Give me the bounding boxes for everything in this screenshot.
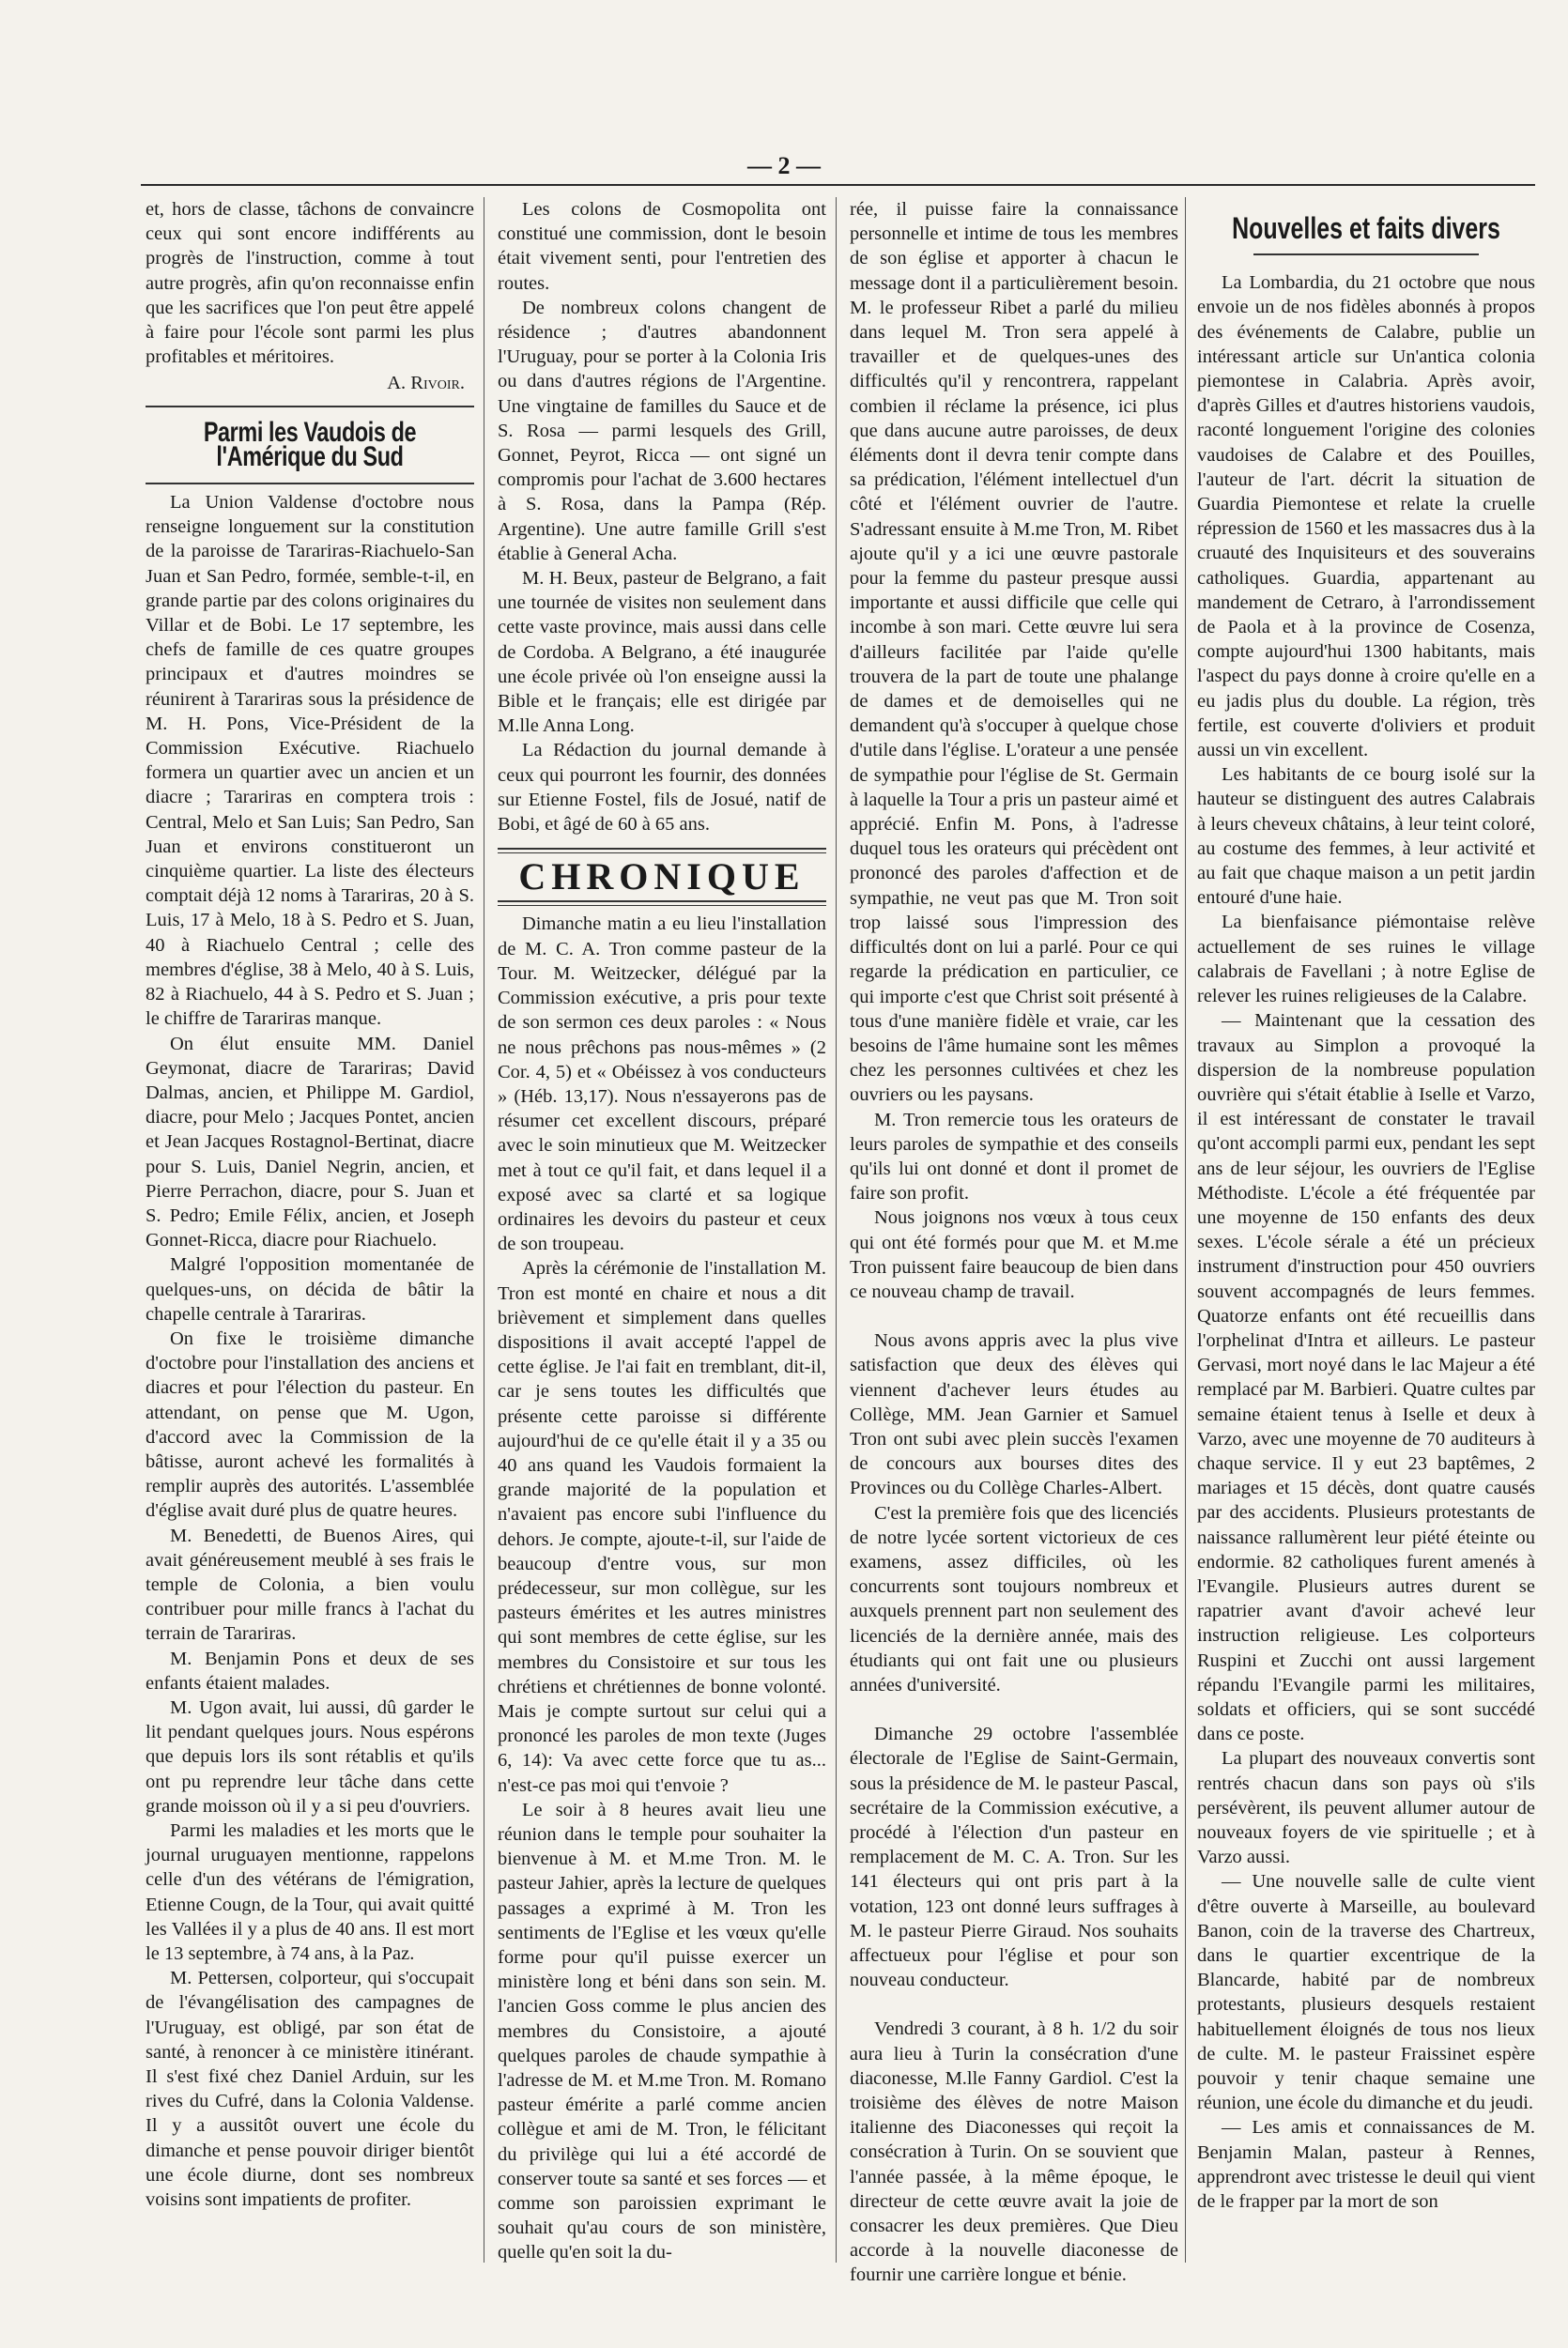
paragraph: La bienfaisance piémontaise relève actuellement de ses ruines le village calabrais de Favellani ; à notre Eglise de relever les ruines religieuses de la Calabre. <box>1197 912 1535 1007</box>
section-rule <box>498 848 826 853</box>
article-continuation: et, hors de classe, tâchons de convaincre ceux qui sont encore indifférents au progrès de l'instruction, comme à tout autre progrès, afin qu'on reconnaisse enfin que les sacrifices que l'on peut être appelé à faire pour l'école sont parmi les plus profitables et méritoires. <box>146 199 474 368</box>
column-divider <box>1185 197 1186 2263</box>
column-4 <box>1197 197 1535 2253</box>
paragraph: Vendredi 3 courant, à 8 h. 1/2 du soir aura lieu à Turin la consécration d'une diaconesse, M.lle Fanny Gardiol. C'est la troisième des élèves de notre Maison italienne des Diaconesses qui reçoit la consécration à Turin. On se souvient que l'année passée, à la même époque, le directeur de cette œuvre avait la joie de consacrer les deux premières. Que Dieu accorde à la nouvelle diaconesse de fournir une carrière longue et bénie. <box>850 2018 1178 2286</box>
paragraph: De nombreux colons changent de résidence ; d'autres abandonnent l'Uruguay, pour se porter à la Colonia Iris ou dans d'autres régions de l'Argentine. Une vingtaine de familles du Sauce et de S. Rosa — parmi lesquels des Grill, Gonnet, Peyrot, Ricca — ont signé un compromis pour l'achat de 3.600 hectares à S. Rosa, dans la Pampa (Rép. Argentine). Une autre famille Grill s'est établie à General Acha. <box>498 297 826 564</box>
column-1 <box>146 197 474 2253</box>
column-2 <box>498 197 826 2264</box>
paragraph: Le soir à 8 heures avait lieu une réunion dans le temple pour souhaiter la bienvenue à M. et M.me Tron. M. le pasteur Jahier, après la lecture de quelques passages a exprimé à M. Tron les sentiments de l'Eglise et les vœux qu'elle forme pour qu'il puisse exercer un ministère long et béni dans son sein. M. l'ancien Goss comme le plus ancien des membres du Consistoire, a ajouté quelques paroles de chaude sympathie à l'adresse de M. et M.me Tron. M. Romano pasteur émérite a parlé comme ancien collègue et ami de M. Tron, le félicitant du privilège qui lui a été accordé de conserver toute sa santé et ses forces — et comme son paroissien exprimant le souhait qu'au cours de son ministère, quelle qu'en soit la du- <box>498 1799 826 2264</box>
page-number: — 2 — <box>747 152 821 179</box>
paragraph: — Une nouvelle salle de culte vient d'être ouverte à Marseille, au boulevard Banon, coin de la traverse des Chartreux, dans le quartier excentrique de la Blancarde, habité par de nombreux protestants, plusieurs desquels restaient habituellement éloignés de tous nos lieux de culte. M. le pasteur Fraissinet espère pouvoir y tenir chaque semaine une réunion, une école du dimanche et du jeudi. <box>1197 1871 1535 2114</box>
column-3 <box>850 197 1178 2286</box>
paragraph: Parmi les maladies et les morts que le journal uruguayen mentionne, rappelons celle d'un des vétérans de l'émigration, Etienne Cougn, de la Tour, qui avait quitté les Vallées il y a plus de 40 ans. Il est mort le 13 septembre, à 74 ans, à la Paz. <box>146 1820 474 1965</box>
paragraph: rée, il puisse faire la connaissance personnelle et intime de tous les membres de son église et apporter à chacun le message dont il a particulièrement besoin. M. le professeur Ribet a parlé du milieu dans lequel M. Tron sera appelé à travailler et de quelques-unes des difficultés qu'il y rencontrera, rappelant combien il réclame la présence, ici plus que dans aucune autre paroisses, de deux éléments dont il devra tenir compte dans sa prédication, l'élément intellectuel d'un côté et l'élément ouvrier de l'autre. S'adressant ensuite à M.me Tron, M. Ribet ajoute qu'il y a ici une œuvre pastorale pour la femme du pasteur presque aussi importante et aussi difficile que celle qui incombe à son mari. Cette œuvre lui sera d'ailleurs facilitée par l'aide qu'elle trouvera de la part de toute une phalange de dames et de demoiselles qui ne demandent qu'à s'occuper à quelque chose d'utile dans l'église. L'orateur a une pensée de sympathie pour l'église de St. Germain à laquelle la Tour a pris un pasteur aimé et apprécié. Enfin M. Pons, à l'adresse duquel tous les orateurs qui précèdent ont prononcé des paroles d'affection et de sympathie, ne veut pas que M. Tron soit trop laissé sous l'impression des difficultés dont on lui a parlé. Pour ce qui regarde la prédication en particulier, ce qui importe c'est que Christ soit présenté à tous d'une manière fidèle et vraie, car les besoins de l'âme humaine sont les mêmes chez les personnes cultivées et chez les ouvriers ou les paysans. <box>850 199 1178 1106</box>
column-divider <box>836 197 837 2263</box>
paragraph: — Maintenant que la cessation des travaux au Simplon a provoqué la dispersion de la nombreuse population ouvrière qui s'était établie à Iselle et Varzo, il est intéressant de constater le travail qu'ont accompli parmi eux, pendant les sept ans de leur séjour, les ouvriers de l'Eglise Méthodiste. L'école a été fréquentée par une moyenne de 150 enfants des deux sexes. L'école sérale a été un précieux instrument d'instruction pour 450 ouvriers souvent accompagnés de leurs femmes. Quatorze enfants ont été recueillis dans l'orphelinat d'Intra et ailleurs. Le pasteur Gervasi, mort noyé dans le lac Majeur a été remplacé par M. Barbieri. Quatre cultes par semaine étaient tenus à Iselle et deux à Varzo, avec une moyenne de 70 auditeurs à chaque service. Il y eut 23 baptêmes, 2 mariages et 15 décès, dont quatre causés par des accidents. Plusieurs protestants de naissance rallumèrent leur piété éteinte ou endormie. 82 catholiques furent amenés à l'Evangile. Plusieurs autres durent se rapatrier avant d'avoir achevé leur instruction religieuse. Les colporteurs Ruspini et Zucchi ont aussi largement répandu l'Evangile parmi les militaires, soldats et officiers, qui se sont succédé dans ce poste. <box>1197 1010 1535 1745</box>
paragraph: Nous avons appris avec la plus vive satisfaction que deux des élèves qui viennent d'achever leurs études au Collège, MM. Jean Garnier et Samuel Tron ont subi avec plein succès l'examen de concours aux bourses dites des Provinces ou du Collège Charles-Albert. <box>850 1330 1178 1499</box>
section-rule <box>1253 253 1479 255</box>
article-signature: A. Rivoir. <box>387 373 465 394</box>
paragraph: Les colons de Cosmopolita ont constitué une commission, dont le besoin était vivement senti, pour l'entretien des routes. <box>498 199 826 294</box>
section-rule <box>146 406 474 407</box>
header-rule <box>141 184 1535 186</box>
section-title-vaudois: Parmi les Vaudois de l'Amérique du Sud <box>203 416 417 472</box>
paragraph: M. H. Beux, pasteur de Belgrano, a fait une tournée de visites non seulement dans cette vaste province, mais aussi dans celle de Cordoba. A Belgrano, a été inaugurée une école privée où l'on enseigne aussi la Bible et le français; elle est dirigée par M.lle Anna Long. <box>498 568 826 737</box>
paragraph: La plupart des nouveaux convertis sont rentrés chacun dans son pays où s'ils persévèrent, ils peuvent allumer autour de nouveaux foyers de vie spirituelle ; et à Varzo aussi. <box>1197 1748 1535 1868</box>
paragraph: M. Benjamin Pons et deux de ses enfants étaient malades. <box>146 1648 474 1694</box>
paragraph: La Rédaction du journal demande à ceux qui pourront les fournir, des données sur Etienne Fostel, fils de Josué, natif de Bobi, et âgé de 60 à 65 ans. <box>498 740 826 836</box>
paragraph: M. Ugon avait, lui aussi, dû garder le lit pendant quelques jours. Nous espérons que depuis lors ils sont rétablis et qu'ils ont pu reprendre leur tâche dans cette grande moisson où il y a si peu d'ouvriers. <box>146 1696 474 1817</box>
paragraph: Dimanche 29 octobre l'assemblée électorale de l'Eglise de Saint-Germain, sous la présidence de M. le pasteur Pascal, secrétaire de la Commission exécutive, a procédé à l'élection d'un pasteur en remplacement de M. C. A. Tron. Sur les 141 électeurs qui ont pris part à la votation, 123 ont donné leurs suffrages à M. le pasteur Pierre Giraud. Nos souhaits affectueux pour l'église et pour son nouveau conducteur. <box>850 1724 1178 1991</box>
paragraph: La Lombardia, du 21 octobre que nous envoie un de nos fidèles abonnés à propos des événements de Calabre, publie un intéressant article sur Un'antica colonia piemontese in Calabria. Après avoir, d'après Gilles et d'autres historiens vaudois, raconté longuement l'origine des colonies vaudoises de Calabre et des Pouilles, l'auteur de l'art. décrit la situation de Guardia Piemontese et relate la cruelle répression de 1560 et les massacres dus à la cruauté des Inquisiteurs et des souverains catholiques. Guardia, appartenant au mandement de Cetraro, à l'arrondissement de Paola et à la province de Cosenza, compte aujourd'hui 1300 habitants, mais l'aspect du pays donne à croire qu'elle en a eu jadis plus du double. La région, très fertile, est couverte d'oliviers et produit aussi un vin excellent. <box>1197 272 1535 761</box>
paragraph: C'est la première fois que des licenciés de notre lycée sortent victorieux de ces examens, assez difficiles, où les concurrents sont toujours nombreux et auxquels prennent part non seulement des licenciés de la dernière année, mais des étudiants qui ont fait une ou plusieurs années d'université. <box>850 1502 1178 1696</box>
paragraph: On fixe le troisième dimanche d'octobre pour l'installation des anciens et diacres et pour l'élection du pasteur. En attendant, on pense que M. Ugon, d'accord avec la Commission de la bâtisse, auront achevé les formalités à remplir auprès des autorités. L'assemblée d'église avait duré plus de quatre heures. <box>146 1327 474 1522</box>
paragraph: M. Pettersen, colporteur, qui s'occupait de l'évangélisation des campagnes de l'Uruguay, est obligé, par son état de santé, à renoncer à ce ministère itinérant. Il s'est fixé chez Daniel Arduin, sur les rives du Cufré, dans la Colonia Valdense. Il y a aussitôt ouvert une école du dimanche et pense pouvoir diriger bientôt une école diurne, dont ses nombreux voisins sont impatients de profiter. <box>146 1968 474 2211</box>
section-rule <box>498 900 826 906</box>
paragraph: M. Benedetti, de Buenos Aires, qui avait généreusement meublé à ses frais le temple de Colonia, a bien voulu contribuer pour mille francs à l'achat du terrain de Tarariras. <box>146 1525 474 1645</box>
paragraph: M. Tron remercie tous les orateurs de leurs paroles de sympathie et des conseils qu'ils lui ont donné et dont il promet de faire son profit. <box>850 1109 1178 1205</box>
paragraph: Les habitants de ce bourg isolé sur la hauteur se distinguent des autres Calabrais à leurs cheveux châtains, à leur teint coloré, au costume des femmes, à leur activité et au fait que chaque maison a un petit jardin entouré d'une haie. <box>1197 764 1535 909</box>
paragraph: Après la cérémonie de l'installation M. Tron est monté en chaire et nous a dit brièvement et simplement dans quelles dispositions il avait accepté l'appel de cette église. Je l'ai fait en tremblant, dit-il, car je sens toutes les difficultés que présente cette paroisse si différente aujourd'hui de ce qu'elle était il y a 35 ou 40 ans quand les Vaudois formaient la grande majorité de la population et n'avaient pas encore subi l'influence du dehors. Je compte, ajoute-t-il, sur l'aide de beaucoup d'entre vous, sur mon prédecesseur, sur mon collègue, sur les pasteurs émérites et les autres ministres qui sont membres de cette église, sur les membres du Consistoire et sur tous les chrétiens et chrétiennes de bonne volonté. Mais je compte surtout sur celui qui a prononcé les paroles de mon texte (Juges 6, 14): Va avec cette force que tu as... n'est-ce pas moi qui t'envoie ? <box>498 1258 826 1796</box>
paragraph: — Les amis et connaissances de M. Benjamin Malan, pasteur à Rennes, apprendront avec tristesse le deuil qui vient de le frapper par la mort de son <box>1197 2117 1535 2213</box>
paragraph: Dimanche matin a eu lieu l'installation de M. C. A. Tron comme pasteur de la Tour. M. Weitzecker, délégué par la Commission exécutive, a pris pour texte de son sermon ces deux paroles : « Nous ne nous prêchons pas nous-mêmes » (2 Cor. 4, 5) et « Obéissez à vos conducteurs » (Héb. 13,17). Nous n'essayerons pas de résumer cet excellent discours, préparé avec le soin minutieux que M. Weitzecker met à tout ce qu'il fait, et dans lequel il a exposé avec sa clarté et sa logique ordinaires les devoirs du pasteur et ceux de son troupeau. <box>498 913 826 1255</box>
section-title-chronique: CHRONIQUE <box>518 855 806 898</box>
section-title-nouvelles: Nouvelles et faits divers <box>1232 211 1500 245</box>
paragraph: On élut ensuite MM. Daniel Geymonat, diacre de Tarariras; David Dalmas, ancien, et Philippe M. Gardiol, diacre, pour Melo ; Jacques Pontet, ancien et Jean Jacques Rostagnol-Bertinat, diacre pour S. Luis, Daniel Negrin, ancien, et Pierre Perrachon, diacre, pour S. Juan et S. Pedro; Emile Félix, ancien, et Joseph Gonnet-Ricca, diacre pour Riachuelo. <box>146 1033 474 1251</box>
paragraph: Nous joignons nos vœux à tous ceux qui ont été formés pour que M. et M.me Tron puissent faire beaucoup de bien dans ce nouveau champ de travail. <box>850 1207 1178 1302</box>
paragraph: Malgré l'opposition momentanée de quelques-uns, on décida de bâtir la chapelle centrale à Tarariras. <box>146 1254 474 1325</box>
paragraph: La Union Valdense d'octobre nous renseigne longuement sur la constitution de la paroisse de Tarariras-Riachuelo-San Juan et San Pedro, formée, semble-t-il, en grande partie par des colons originaires du Villar et de Bobi. Le 17 septembre, les chefs de famille de ces quatre groupes principaux et d'autres moindres se réunirent à Tarariras sous la présidence de M. H. Pons, Vice-Président de la Commission Exécutive. Riachuelo formera un quartier avec un ancien et un diacre ; Tarariras en comptera trois : Central, Melo et San Luis; San Pedro, San Juan et environs constitueront un cinquième quartier. La liste des électeurs comptait déjà 12 noms à Tarariras, 20 à S. Luis, 17 à Melo, 18 à S. Pedro et S. Juan, 40 à Riachuelo Central ; celle des membres d'église, 38 à Melo, 40 à S. Luis, 82 à Riachuelo, 44 à S. Pedro et S. Juan ; le chiffre de Tarariras manque. <box>146 492 474 1030</box>
section-rule <box>146 483 474 484</box>
